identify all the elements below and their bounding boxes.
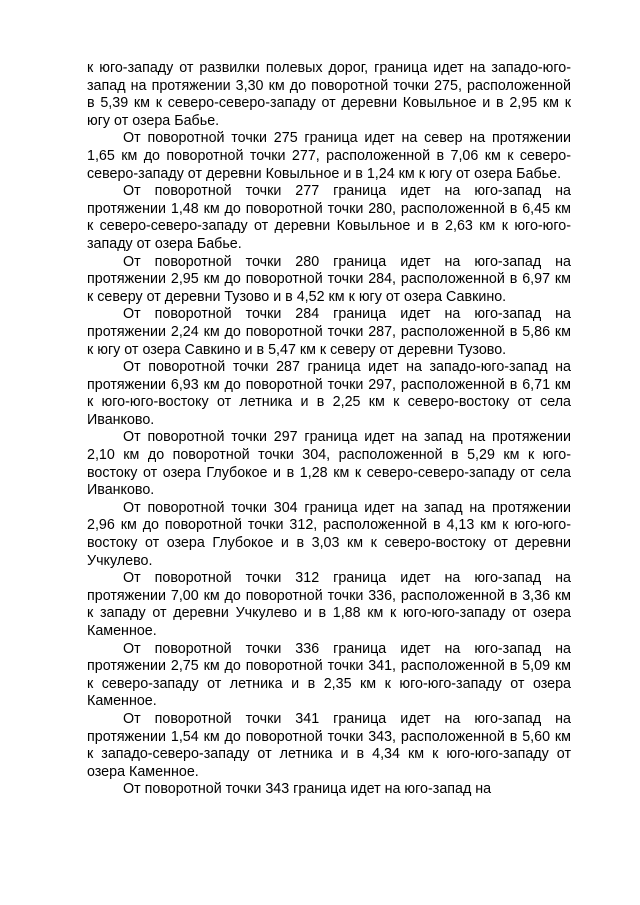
- paragraph-point-287: От поворотной точки 287 граница идет на западо-юго-запад на протяжении 6,93 км до поворотной точки 297, расположенной в 6,71 км к юго-юго-востоку от летника и в 2,25 км к северо-востоку от села Иванково.: [87, 359, 571, 428]
- paragraph-point-297: От поворотной точки 297 граница идет на запад на протяжении 2,10 км до поворотной точки 304, расположенной в 5,29 км к юго-востоку от озера Глубокое и в 1,28 км к северо-северо-западу от села Иванково.: [87, 429, 571, 499]
- paragraph-point-343: От поворотной точки 343 граница идет на юго-запад на: [123, 781, 492, 798]
- paragraph-point-275: От поворотной точки 275 граница идет на север на протяжении 1,65 км до поворотной точки 277, расположенной в 7,06 км к северо-северо-западу от деревни Ковыльное и в 1,24 км к югу от озера Бабье.: [87, 130, 571, 182]
- paragraph-point-304: От поворотной точки 304 граница идет на запад на протяжении 2,96 км до поворотной точки 312, расположенной в 4,13 км к юго-юго-востоку от озера Глубокое и в 3,03 км к северо-востоку от деревни Учкулево.: [87, 499, 571, 569]
- paragraph-continuation: к юго-западу от развилки полевых дорог, граница идет на западо-юго-запад на протяжении 3,30 км до поворотной точки 275, расположенной в 5,39 км к северо-северо-западу от деревни Ковыльное и в 2,95 км к югу от озера Бабье.: [87, 60, 571, 129]
- paragraph-point-280: От поворотной точки 280 граница идет на юго-запад на протяжении 2,95 км до поворотной точки 284, расположенной в 6,97 км к северу от деревни Тузово и в 4,52 км к югу от озера Савкино.: [87, 253, 571, 305]
- paragraph-point-336: От поворотной точки 336 граница идет на юго-запад на протяжении 2,75 км до поворотной точки 341, расположенной в 5,09 км к северо-западу от летника и в 2,35 км к юго-юго-западу от озера Каменное.: [87, 640, 571, 710]
- paragraph-point-277: От поворотной точки 277 граница идет на юго-запад на протяжении 1,48 км до поворотной точки 280, расположенной в 6,45 км к северо-северо-западу от деревни Ковыльное и в 2,63 км к юго-юго-западу от озера Бабье.: [87, 183, 571, 252]
- paragraph-point-284: От поворотной точки 284 граница идет на юго-запад на протяжении 2,24 км до поворотной точки 287, расположенной в 5,86 км к югу от озера Савкино и в 5,47 км к северу от деревни Тузово.: [87, 306, 571, 358]
- document-body: [87, 60, 571, 799]
- paragraph-point-341: От поворотной точки 341 граница идет на юго-запад на протяжении 1,54 км до поворотной точки 343, расположенной в 5,60 км к западо-северо-западу от летника и в 4,34 км к юго-юго-западу от озера Каменное.: [87, 710, 571, 780]
- paragraph-point-312: От поворотной точки 312 граница идет на юго-запад на протяжении 7,00 км до поворотной точки 336, расположенной в 3,36 км к западу от деревни Учкулево и в 1,88 км к юго-юго-западу от озера Каменное.: [87, 570, 571, 639]
